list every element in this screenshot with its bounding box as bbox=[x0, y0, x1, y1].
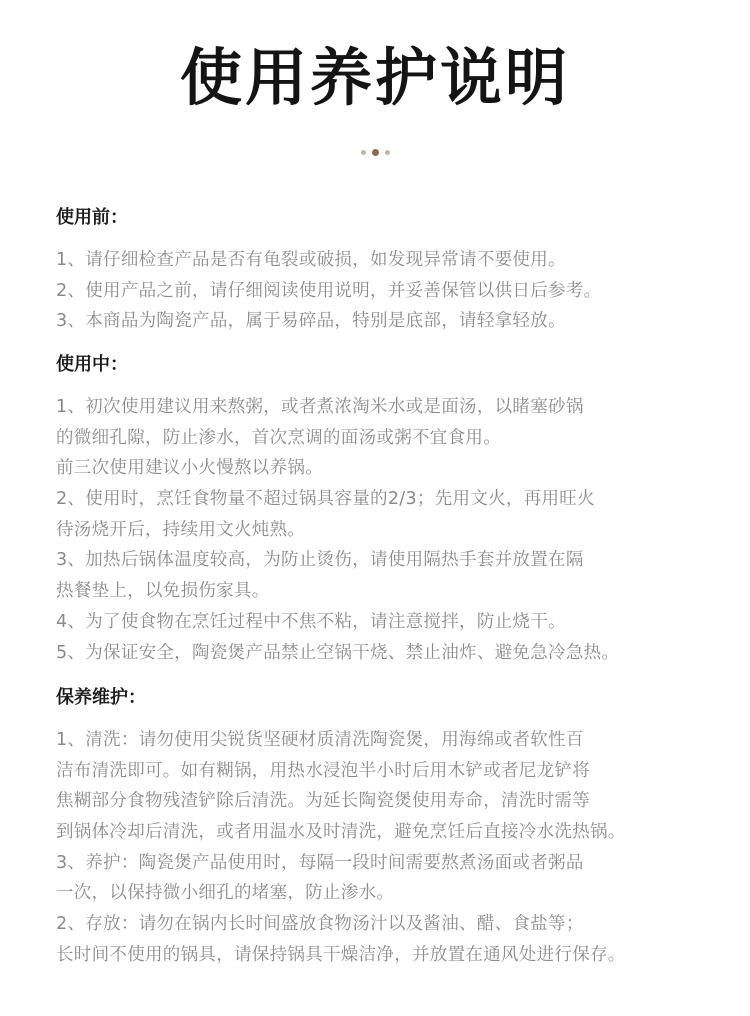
body-line: 2、使用产品之前，请仔细阅读使用说明，并妥善保管以供日后参考。 bbox=[56, 280, 602, 301]
body-line: 1、清洗：请勿使用尖锐货坚硬材质清洗陶瓷煲，用海绵或者软性百 bbox=[56, 730, 584, 750]
body-line: 5、为保证安全，陶瓷煲产品禁止空锅干烧、禁止油炸、避免急冷急热。 bbox=[56, 642, 620, 663]
body-line: 待汤烧开后，持续用文火炖熟。 bbox=[56, 519, 306, 540]
section-during-use bbox=[56, 350, 716, 668]
body-line: 3、本商品为陶瓷产品，属于易碎品，特别是底部，请轻拿轻放。 bbox=[56, 311, 566, 332]
body-line: 4、为了使食物在烹饪过程中不焦不粘，请注意搅拌，防止烧干。 bbox=[56, 611, 566, 632]
body-line: 1、初次使用建议用来熬粥，或者煮浓淘米水或是面汤，以睹塞砂锅 bbox=[56, 397, 584, 417]
body-line: 3、养护：陶瓷煲产品使用时，每隔一段时间需要熬煮汤面或者粥品 bbox=[56, 852, 584, 873]
section-heading: 使用中： bbox=[56, 354, 128, 375]
section-before-use bbox=[56, 203, 716, 337]
body-line: 前三次使用建议小火慢熬以养锅。 bbox=[56, 458, 323, 479]
decorative-dots bbox=[0, 146, 750, 158]
body-line: 洁布清洗即可。如有糊锅，用热水浸泡半小时后用木铲或者尼龙铲将 bbox=[56, 760, 590, 781]
section-heading: 保养维护： bbox=[56, 687, 146, 708]
body-line: 一次，以保持微小细孔的堵塞，防止渗水。 bbox=[56, 883, 395, 904]
section-maintenance bbox=[56, 683, 716, 971]
section-body bbox=[56, 245, 716, 337]
body-line: 热餐垫上，以免损伤家具。 bbox=[56, 581, 270, 602]
dot-icon bbox=[385, 150, 390, 155]
body-line: 焦糊部分食物残渣铲除后清洗。为延长陶瓷煲使用寿命，清洗时需等 bbox=[56, 791, 590, 812]
page-title: 使用养护说明 bbox=[179, 41, 570, 114]
dot-icon bbox=[361, 150, 366, 155]
body-line: 到锅体冷却后清洗，或者用温水及时清洗，避免烹饪后直接冷水洗热锅。 bbox=[56, 822, 626, 843]
body-line: 长时间不使用的锅具，请保持锅具干燥洁净，并放置在通风处进行保存。 bbox=[56, 944, 626, 965]
section-heading: 使用前： bbox=[56, 207, 128, 228]
body-line: 的微细孔隙，防止渗水，首次烹调的面汤或粥不宜食用。 bbox=[56, 427, 501, 448]
body-line: 1、请仔细检查产品是否有龟裂或破损，如发现异常请不要使用。 bbox=[56, 250, 566, 270]
body-line: 2、存放：请勿在锅内长时间盛放食物汤汁以及酱油、醋、食盐等； bbox=[56, 914, 584, 935]
body-line: 3、加热后锅体温度较高，为防止烫伤，请使用隔热手套并放置在隔 bbox=[56, 550, 584, 571]
section-body bbox=[56, 725, 716, 971]
section-body bbox=[56, 392, 716, 668]
dot-active-icon bbox=[372, 149, 379, 156]
body-line: 2、使用时，烹饪食物量不超过锅具容量的2/3；先用文火，再用旺火 bbox=[56, 489, 595, 510]
